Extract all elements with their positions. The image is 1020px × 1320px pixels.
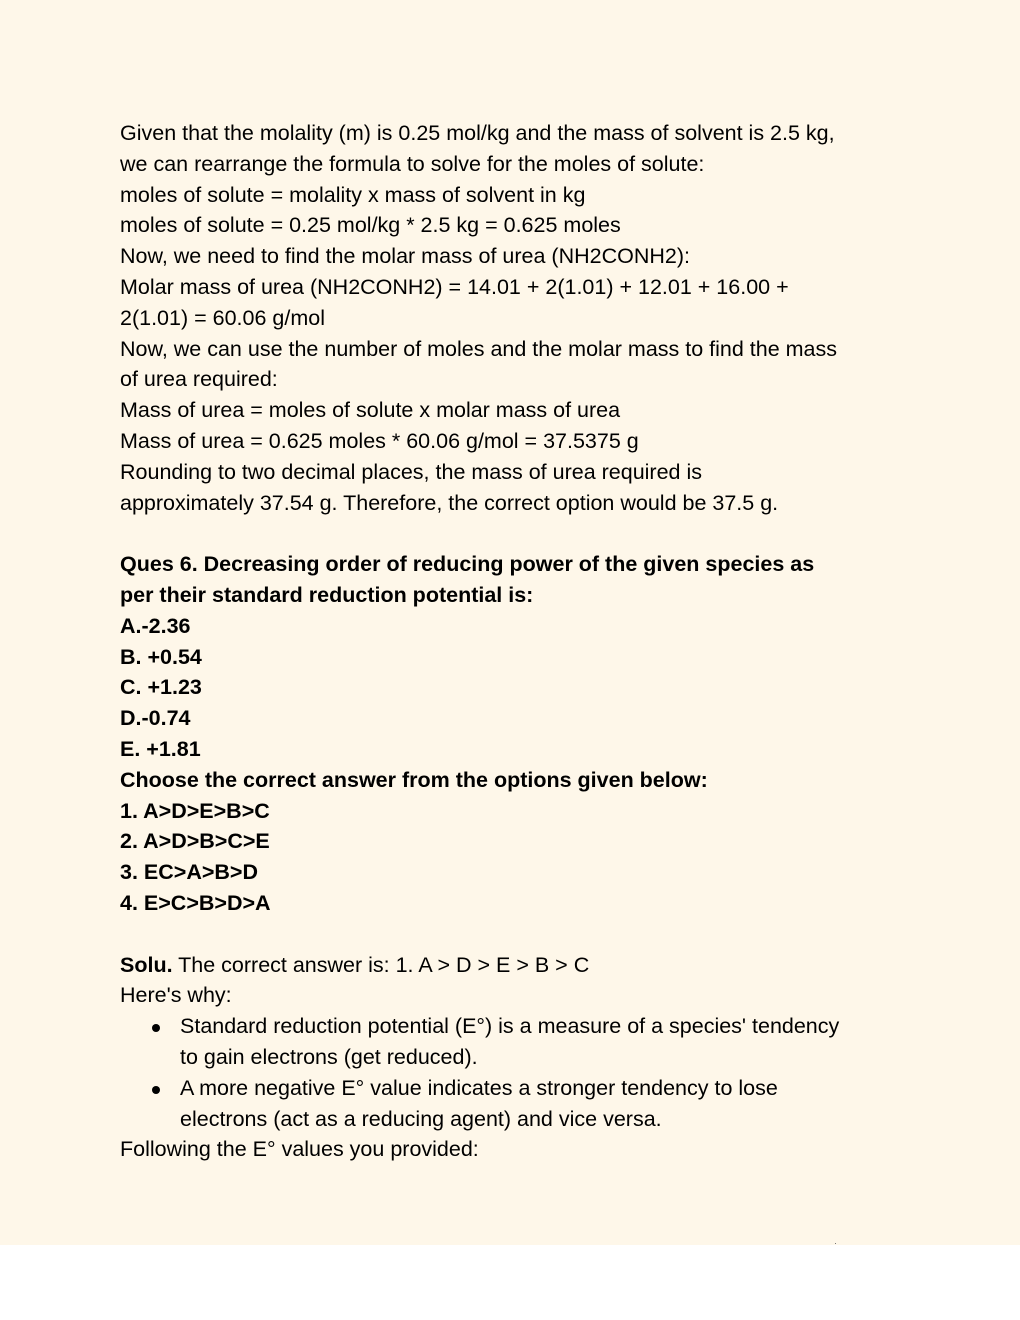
question-title: per their standard reduction potential is: [120,582,534,607]
bullet-item [120,1073,910,1135]
spacer [120,518,910,549]
species-item: A.-2.36 [120,613,191,638]
question-title: Ques 6. Decreasing order of reducing power of the given species as [120,552,815,577]
text-line: Given that the molality (m) is 0.25 mol/kg and the mass of solvent is 2.5 kg, [120,121,835,145]
bullet-text: electrons (act as a reducing agent) and vice versa. [180,1106,662,1131]
text-line: we can rearrange the formula to solve for the moles of solute: [120,151,705,176]
choose-prompt: Choose the correct answer from the options given below: [120,767,708,792]
species-item: E. +1.81 [120,736,201,761]
species-item: D.-0.74 [120,706,191,731]
question-6 [120,549,910,919]
text-line: moles of solute = molality x mass of solvent in kg [120,182,586,207]
following-line: Following the E° values you provided: [120,1137,479,1162]
text-line: Now, we can use the number of moles and the molar mass to find the mass [120,336,838,361]
bullet-icon [152,1086,160,1094]
text-line: moles of solute = 0.25 mol/kg * 2.5 kg = 0.625 moles [120,213,621,238]
solution-answer-line [120,950,910,981]
text-line: Mass of urea = 0.625 moles * 60.06 g/mol = 37.5375 g [120,428,639,453]
solution-label: Solu. [120,952,173,977]
answer-option: 1. A>D>E>B>C [120,798,270,823]
answer-option: 2. A>D>B>C>E [120,829,270,854]
page-speck [835,1243,836,1244]
spacer [120,919,910,950]
text-line: of urea required: [120,367,278,392]
answer-option: 3. EC>A>B>D [120,860,259,885]
solution-answer: The correct answer is: 1. A > D > E > B > C [172,952,590,977]
text-line: approximately 37.54 g. Therefore, the correct option would be 37.5 g. [120,490,779,515]
bullet-text: A more negative E° value indicates a stronger tendency to lose [180,1075,778,1100]
bullet-text: Standard reduction potential (E°) is a measure of a species' tendency [180,1014,840,1039]
answer-option: 4. E>C>B>D>A [120,890,271,915]
text-line: 2(1.01) = 60.06 g/mol [120,305,325,330]
bullet-icon [152,1024,160,1032]
text-line: Mass of urea = moles of solute x molar mass of urea [120,398,621,423]
page-content [120,118,910,1165]
text-line: Rounding to two decimal places, the mass of urea required is [120,459,703,484]
text-line: Now, we need to find the molar mass of urea (NH2CONH2): [120,244,690,269]
why-line: Here's why: [120,983,232,1008]
solution-part1 [120,118,910,518]
solution-6 [120,950,910,1166]
species-item: B. +0.54 [120,644,202,669]
bullet-item [120,1011,910,1073]
species-item: C. +1.23 [120,675,202,700]
bullet-text: to gain electrons (get reduced). [180,1044,478,1069]
text-line: Molar mass of urea (NH2CONH2) = 14.01 + 2(1.01) + 12.01 + 16.00 + [120,274,789,299]
